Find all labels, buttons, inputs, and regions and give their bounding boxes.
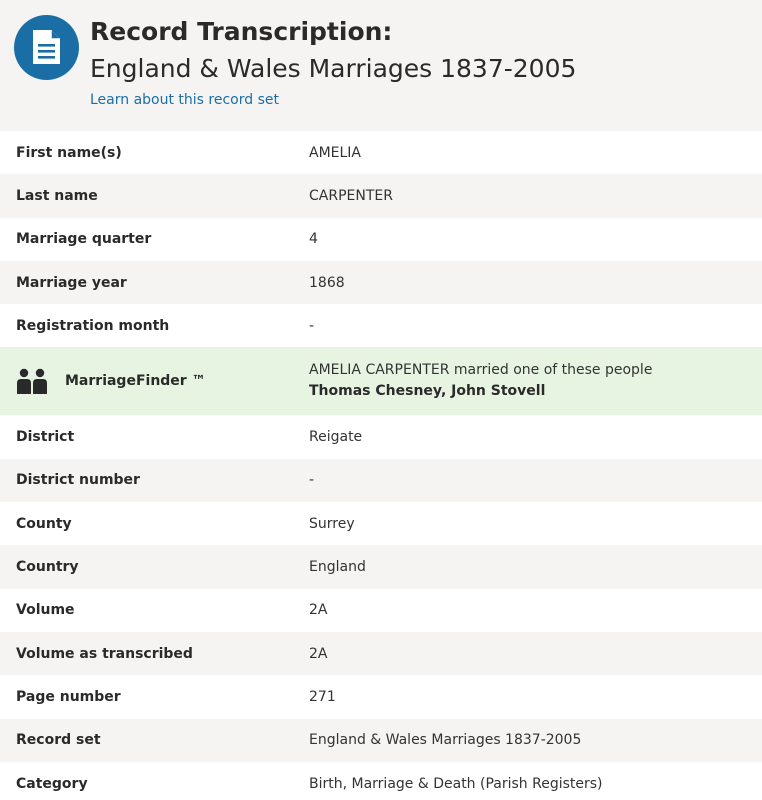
row-label: Volume <box>16 602 75 619</box>
table-row <box>0 459 762 502</box>
table-row <box>0 545 762 588</box>
table-row <box>0 502 762 545</box>
marriage-finder-text: AMELIA CARPENTER married one of these people <box>309 362 653 379</box>
row-label: Marriage year <box>16 274 127 291</box>
page-title <box>90 13 576 87</box>
row-value: - <box>309 472 315 489</box>
table-row <box>0 415 762 458</box>
row-value: 1868 <box>309 274 345 291</box>
row-value: England <box>309 559 366 576</box>
row-label: Marriage quarter <box>16 231 152 248</box>
table-row <box>0 131 762 174</box>
row-value: AMELIA <box>309 144 362 161</box>
table-row <box>0 762 762 800</box>
spouse-candidates-link[interactable]: Thomas Chesney, John Stovell <box>309 383 546 400</box>
row-value: Surrey <box>309 515 355 532</box>
row-label: District <box>16 429 75 446</box>
table-row <box>0 589 762 632</box>
row-label: First name(s) <box>16 144 122 161</box>
page-title-line1: Record Transcription: <box>90 17 393 46</box>
marriage-finder-title: MarriageFinder ™ <box>65 373 206 390</box>
row-value: Birth, Marriage & Death (Parish Registers) <box>309 775 603 792</box>
row-value: 271 <box>309 688 336 705</box>
marriage-finder-row <box>0 347 762 415</box>
people-pair-icon <box>16 368 48 394</box>
row-label: Volume as transcribed <box>16 645 193 662</box>
table-row <box>0 632 762 675</box>
row-label: District number <box>16 472 140 489</box>
marriage-finder-label <box>0 368 309 394</box>
document-icon <box>14 15 79 80</box>
marriage-finder-value <box>309 360 652 402</box>
table-row <box>0 304 762 347</box>
row-label: Registration month <box>16 317 170 334</box>
row-label: Record set <box>16 732 101 749</box>
table-row <box>0 675 762 718</box>
table-row <box>0 719 762 762</box>
row-label: County <box>16 515 72 532</box>
table-row <box>0 218 762 261</box>
row-label: Country <box>16 559 79 576</box>
row-value: 2A <box>309 602 328 619</box>
row-value: 2A <box>309 645 328 662</box>
row-value: England & Wales Marriages 1837-2005 <box>309 732 582 749</box>
row-label: Category <box>16 775 88 792</box>
table-row <box>0 261 762 304</box>
row-value: 4 <box>309 231 318 248</box>
row-value: CARPENTER <box>309 187 393 204</box>
record-details-table <box>0 131 762 800</box>
table-row <box>0 174 762 217</box>
record-header <box>0 0 762 131</box>
row-label: Page number <box>16 688 121 705</box>
row-value: - <box>309 317 315 334</box>
page-title-line2: England & Wales Marriages 1837-2005 <box>90 54 577 83</box>
row-label: Last name <box>16 187 98 204</box>
row-value: Reigate <box>309 429 363 446</box>
learn-about-record-set-link[interactable]: Learn about this record set <box>90 92 279 108</box>
